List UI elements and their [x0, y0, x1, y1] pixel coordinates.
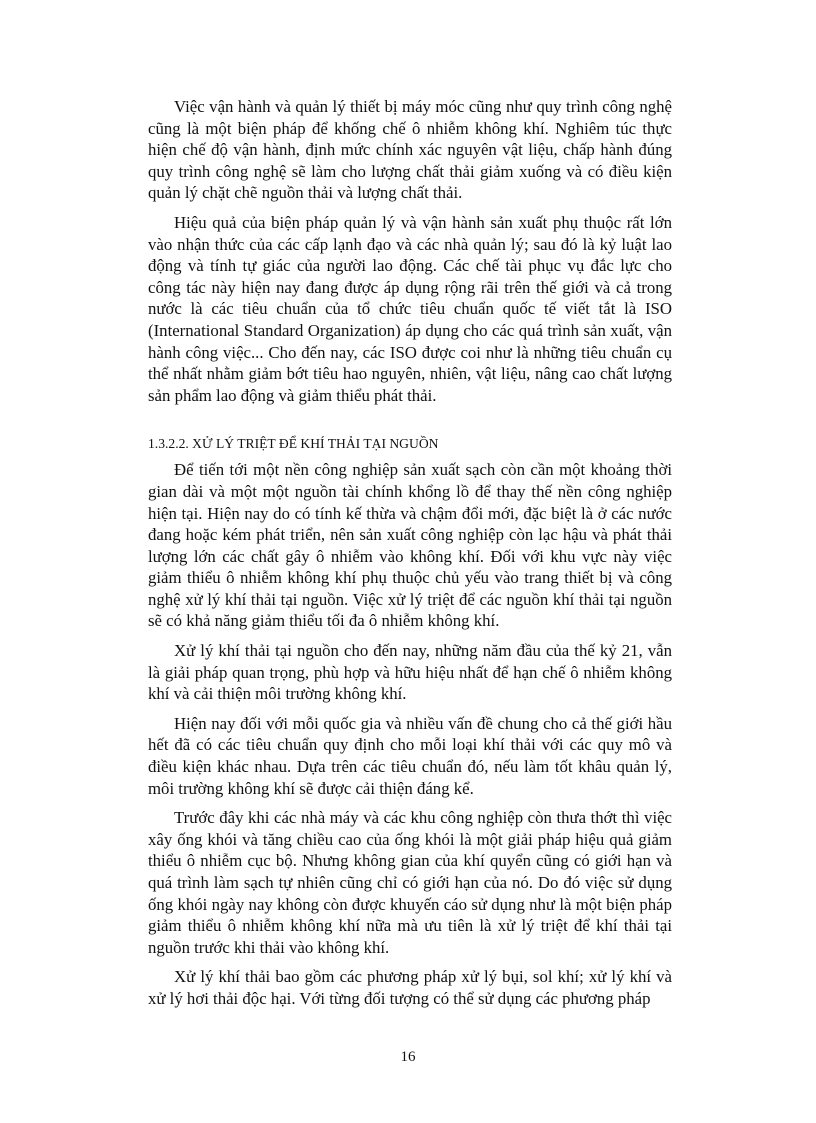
paragraph-treatment-methods: Xử lý khí thải bao gồm các phương pháp xử lý bụi, sol khí; xử lý khí và xử lý hơi thải độc hại. Với từng đối tượng có thể sử dụng các phương pháp — [148, 967, 672, 1008]
body-text — [148, 96, 672, 1018]
paragraph-chimneys: Trước đây khi các nhà máy và các khu công nghiệp còn thưa thớt thì việc xây ống khói và tăng chiều cao của ống khói là một giải pháp hiệu quả giảm thiểu ô nhiễm cục bộ. Nhưng không gian của khí quyển cũng có giới hạn và quá trình làm sạch tự nhiên cũng chỉ có giới hạn của nó. Do đó việc sử dụng ống khói ngày nay không còn được khuyến cáo sử dụng như là một biện pháp giảm thiểu ô nhiễm không khí nữa mà ưu tiên là xử lý triệt để khí thải tại nguồn trước khi thải vào không khí. — [148, 808, 672, 957]
paragraph-source-treatment: Xử lý khí thải tại nguồn cho đến nay, những năm đầu của thế kỷ 21, vẫn là giải pháp quan trọng, phù hợp và hữu hiệu nhất để hạn chế ô nhiễm không khí và cải thiện môi trường không khí. — [148, 641, 672, 704]
paragraph-clean-production: Để tiến tới một nền công nghiệp sản xuất sạch còn cần một khoảng thời gian dài và một một nguồn tài chính khổng lồ để thay thế nền công nghiệp hiện tại. Hiện nay do có tính kế thừa và chậm đổi mới, đặc biệt là ở các nước đang hoặc kém phát triển, nên sản xuất công nghiệp còn lạc hậu và phát thải lượng lớn các chất gây ô nhiễm vào không khí. Đối với khu vực này việc giảm thiểu ô nhiễm không khí phụ thuộc chủ yếu vào trang thiết bị và công nghệ xử lý khí thải tại nguồn. Việc xử lý triệt để các nguồn khí thải tại nguồn sẽ có khả năng giảm thiểu tối đa ô nhiễm không khí. — [148, 460, 672, 631]
paragraph-management-iso: Hiệu quả của biện pháp quản lý và vận hành sản xuất phụ thuộc rất lớn vào nhận thức của các cấp lạnh đạo và các nhà quản lý; sau đó là kỷ luật lao động và tính tự giác của người lao động. Các chế tài phục vụ đắc lực cho công tác này hiện nay đang được áp dụng rộng rãi trên thế giới và cả trong nước là các tiêu chuẩn của tổ chức tiêu chuẩn quốc tế viết tắt là ISO (International Standard Organization) áp dụng cho các quá trình sản xuất, vận hành công việc... Cho đến nay, các ISO được coi như là những tiêu chuẩn cụ thể nhất nhằm giảm bớt tiêu hao nguyên, nhiên, vật liệu, nâng cao chất lượng sản phẩm lao động và giảm thiểu phát thải. — [148, 212, 672, 405]
paragraph-standards: Hiện nay đối với mỗi quốc gia và nhiều vấn đề chung cho cả thế giới hầu hết đã có các tiêu chuẩn quy định cho mỗi loại khí thải với các quy mô và điều kiện khác nhau. Dựa trên các tiêu chuẩn đó, nếu làm tốt khâu quản lý, môi trường không khí sẽ được cải thiện đáng kể. — [148, 713, 672, 798]
section-heading: 1.3.2.2. XỬ LÝ TRIỆT ĐỂ KHÍ THẢI TẠI NGUỒN — [148, 436, 439, 452]
page-number: 16 — [400, 1049, 416, 1065]
paragraph-equipment-operation: Việc vận hành và quản lý thiết bị máy móc cũng như quy trình công nghệ cũng là một biện pháp để khống chế ô nhiễm không khí. Nghiêm túc thực hiện chế độ vận hành, định mức chính xác nguyên vật liệu, chấp hành đúng quy trình công nghệ sẽ làm cho lượng chất thải giảm xuống và có điều kiện quản lý chặt chẽ nguồn thải và lượng chất thải. — [148, 97, 672, 203]
